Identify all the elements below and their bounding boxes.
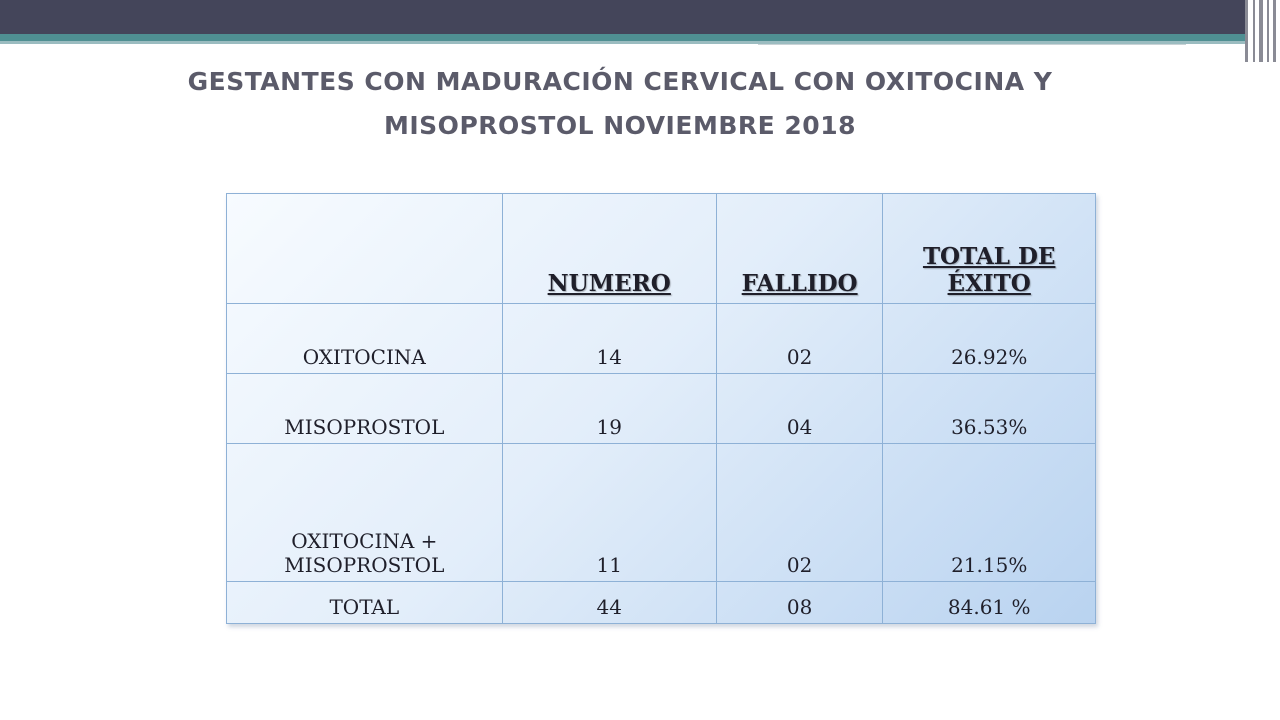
cell-numero: 19 bbox=[502, 374, 716, 444]
table-row bbox=[227, 444, 1096, 582]
cell-exito: 21.15% bbox=[883, 444, 1096, 582]
slide-title bbox=[120, 60, 1120, 148]
row-label: MISOPROSTOL bbox=[227, 374, 503, 444]
cell-numero: 44 bbox=[502, 582, 716, 624]
results-table bbox=[226, 193, 1096, 624]
corner-stripes bbox=[1245, 0, 1280, 62]
cell-numero: 14 bbox=[502, 304, 716, 374]
table-row bbox=[227, 374, 1096, 444]
cell-exito: 84.61 % bbox=[883, 582, 1096, 624]
top-band bbox=[0, 0, 1280, 34]
header-total-exito: TOTAL DE ÉXITO bbox=[883, 194, 1096, 304]
table-row bbox=[227, 304, 1096, 374]
cell-fallido: 08 bbox=[716, 582, 883, 624]
cell-fallido: 04 bbox=[716, 374, 883, 444]
header-fallido: FALLIDO bbox=[716, 194, 883, 304]
row-label: OXITOCINA + MISOPROSTOL bbox=[227, 444, 503, 582]
table-row-total bbox=[227, 582, 1096, 624]
cell-fallido: 02 bbox=[716, 444, 883, 582]
cell-fallido: 02 bbox=[716, 304, 883, 374]
table-header-row bbox=[227, 194, 1096, 304]
decorative-strip bbox=[758, 44, 1186, 53]
accent-line bbox=[0, 34, 1245, 41]
header-empty bbox=[227, 194, 503, 304]
header-numero: NUMERO bbox=[502, 194, 716, 304]
cell-numero: 11 bbox=[502, 444, 716, 582]
cell-exito: 36.53% bbox=[883, 374, 1096, 444]
slide-title-line1: GESTANTES CON MADURACIÓN CERVICAL CON OXITOCINA Y bbox=[187, 67, 1053, 96]
slide-title-line2: MISOPROSTOL NOVIEMBRE 2018 bbox=[384, 111, 856, 140]
cell-exito: 26.92% bbox=[883, 304, 1096, 374]
row-label: TOTAL bbox=[227, 582, 503, 624]
row-label: OXITOCINA bbox=[227, 304, 503, 374]
